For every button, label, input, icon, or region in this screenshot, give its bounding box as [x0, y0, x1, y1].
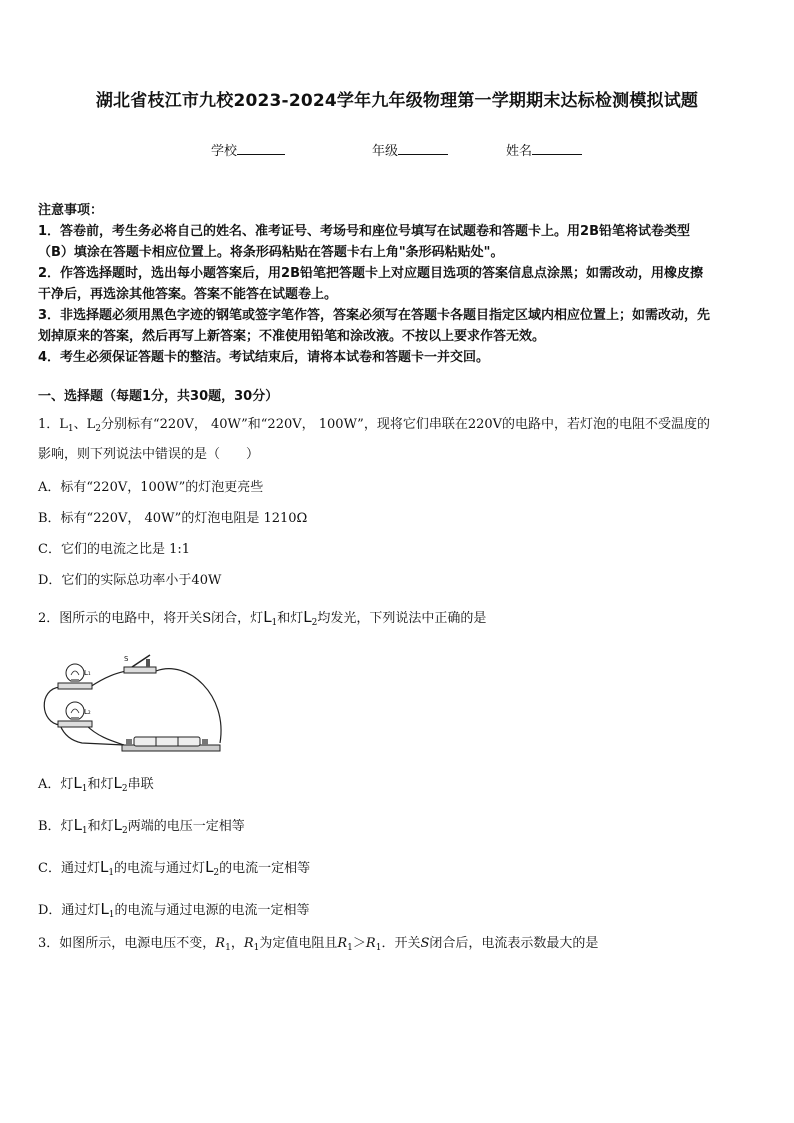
name-field[interactable] [506, 140, 582, 159]
question-2-option-d[interactable]: D．通过灯$L_1$的电流与通过电源的电流一定相等 [38, 900, 310, 920]
question-1-option-c[interactable]: C．它们的电流之比是 1:1 [38, 542, 191, 557]
grade-blank[interactable] [398, 140, 448, 155]
notice-line: 2．作答选择题时，选出每小题答案后，用2B铅笔把答题卡上对应题目选项的答案信息点涂黑；如需改动，用橡皮擦 [38, 266, 704, 281]
grade-field[interactable] [372, 140, 448, 159]
question-2-option-b[interactable]: B．灯$L_1$和灯$L_2$两端的电压一定相等 [38, 816, 245, 836]
lamp-l1-label: L₁ [84, 669, 91, 677]
notice-line: 划掉原来的答案，然后再写上新答案；不准使用铅笔和涂改液。不按以上要求作答无效。 [38, 329, 546, 344]
notice-heading: 注意事项： [38, 203, 104, 218]
notice-line: 4．考生必须保证答题卡的整洁。考试结束后，请将本试卷和答题卡一并交回。 [38, 350, 490, 365]
school-label: 学校 [211, 144, 238, 159]
grade-label: 年级 [372, 144, 399, 159]
section-heading: 一、选择题（每题1分，共30题，30分） [38, 389, 279, 404]
lamp-l2-icon [58, 702, 92, 727]
notice-line: 1．答卷前，考生务必将自己的姓名、准考证号、考场号和座位号填写在试题卷和答题卡上。用2B铅笔将试卷类型 [38, 224, 691, 239]
question-1-option-a[interactable]: A．标有“220V，100W”的灯泡更亮些 [38, 480, 264, 495]
lamp-l1-icon [58, 664, 92, 689]
question-2-stem: 2．图所示的电路中，将开关S闭合，灯$L_1$和灯$L_2$均发光，下列说法中正确的是 [38, 608, 487, 628]
circuit-figure [38, 645, 228, 755]
name-label: 姓名 [506, 144, 533, 159]
school-blank[interactable] [237, 140, 285, 155]
notice-line: （B）填涂在答题卡相应位置上。将条形码粘贴在答题卡右上角"条形码粘贴处"。 [38, 245, 504, 260]
question-2-option-c[interactable]: C．通过灯$L_1$的电流与通过灯$L_2$的电流一定相等 [38, 858, 311, 878]
question-1-option-b[interactable]: B．标有“220V， 40W”的灯泡电阻是 1210Ω [38, 511, 308, 526]
question-3-stem: 3．如图所示，电源电压不变，$R_1$，$R_1$为定值电阻且$R_1>R_1$．开关S闭合后，电流表示数最大的是 [38, 936, 599, 953]
switch-label: S [124, 655, 129, 663]
switch-icon [124, 655, 156, 673]
question-1-option-d[interactable]: D．它们的实际总功率小于40W [38, 573, 222, 588]
battery-icon [122, 737, 220, 751]
question-1-stem: 1．$L_1$、$L_2$分别标有“220V， 40W”和“220V， 100W”，现将它们串联在220V的电路中，若灯泡的电阻不受温度的 [38, 417, 711, 434]
lamp-l2-label: L₂ [84, 708, 91, 716]
school-field[interactable] [211, 140, 285, 159]
notice-line: 3．非选择题必须用黑色字迹的钢笔或签字笔作答，答案必须写在答题卡各题目指定区域内相应位置上；如需改动，先 [38, 308, 711, 323]
page-title: 湖北省枝江市九校2023-2024学年九年级物理第一学期期末达标检测模拟试题 [95, 91, 699, 111]
name-blank[interactable] [532, 140, 582, 155]
notice-line: 干净后，再选涂其他答案。答案不能答在试题卷上。 [38, 287, 338, 302]
question-2-option-a[interactable]: A．灯$L_1$和灯$L_2$串联 [38, 774, 154, 794]
question-1-stem-line2: 影响，则下列说法中错误的是（ ） [38, 447, 260, 462]
